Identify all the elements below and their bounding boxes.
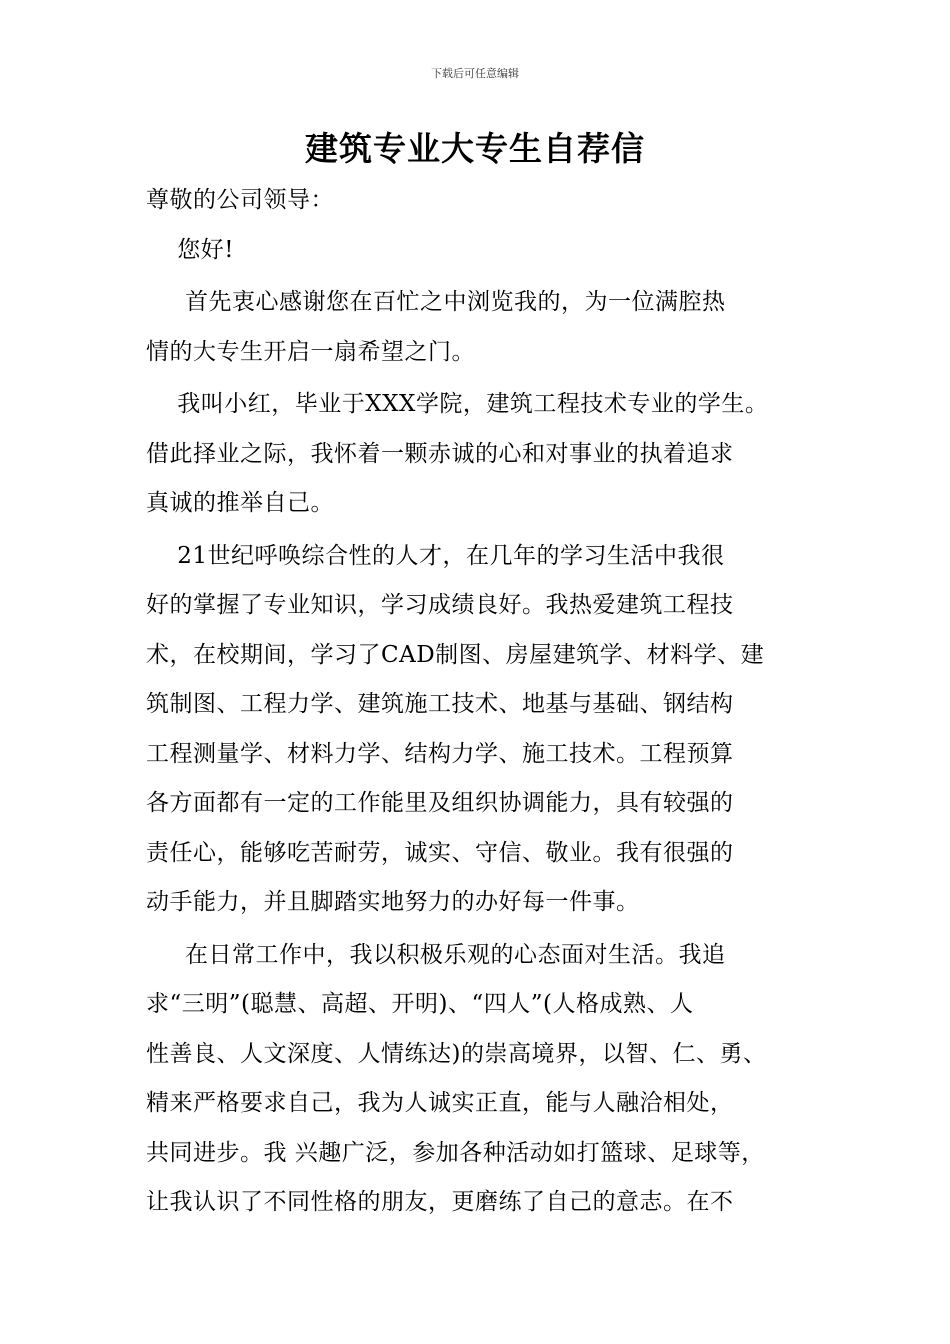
- paragraph-line: 性善良、人文深度、人情练达)的崇高境界，以智、仁、勇、: [146, 1040, 767, 1067]
- paragraph-line: 术，在校期间，学习了CAD制图、房屋建筑学、材料学、建: [146, 641, 765, 668]
- paragraph-line: 真诚的推举自己。: [146, 490, 334, 516]
- paragraph-line: 21世纪呼唤综合性的人才，在几年的学习生活中我很: [146, 542, 725, 569]
- paragraph-line: 工程测量学、材料力学、结构力学、施工技术。工程预算: [146, 740, 734, 767]
- paragraph-line: 动手能力，并且脚踏实地努力的办好每一件事。: [146, 889, 640, 915]
- paragraph-line: 我叫小红，毕业于XXX学院，建筑工程技术专业的学生。: [146, 391, 769, 417]
- paragraph-line: 责任心，能够吃苦耐劳，诚实、守信、敬业。我有很强的: [146, 839, 734, 866]
- paragraph-line: 共同进步。我 兴趣广泛，参加各种活动如打篮球、足球等，: [146, 1139, 765, 1166]
- paragraph-line: 精来严格要求自己，我为人诚实正直，能与人融洽相处，: [146, 1090, 734, 1116]
- greeting: 您好!: [146, 236, 234, 263]
- paragraph-line: 情的大专生开启一扇希望之门。: [146, 338, 475, 365]
- paragraph-line: 借此择业之际，我怀着一颗赤诚的心和对事业的执着追求: [146, 440, 734, 467]
- paragraph-line: 各方面都有一定的工作能里及组织协调能力，具有较强的: [146, 790, 734, 816]
- paragraph-line: 首先衷心感谢您在百忙之中浏览我的，为一位满腔热: [146, 289, 726, 315]
- header-note: 下载后可任意编辑: [431, 67, 519, 80]
- paragraph-line: 让我认识了不同性格的朋友，更磨练了自己的意志。在不: [146, 1189, 734, 1215]
- paragraph-line: 求“三明”(聪慧、高超、开明)、“四人”(人格成熟、人: [146, 991, 694, 1017]
- paragraph-line: 好的掌握了专业知识，学习成绩良好。我热爱建筑工程技: [146, 592, 734, 618]
- paragraph-line: 在日常工作中，我以积极乐观的心态面对生活。我追: [146, 941, 726, 968]
- salutation: 尊敬的公司领导：: [146, 187, 334, 213]
- paragraph-line: 筑制图、工程力学、建筑施工技术、地基与基础、钢结构: [146, 691, 734, 717]
- letter-body: [146, 176, 836, 1228]
- document-title: 建筑专业大专生自荐信: [305, 129, 645, 168]
